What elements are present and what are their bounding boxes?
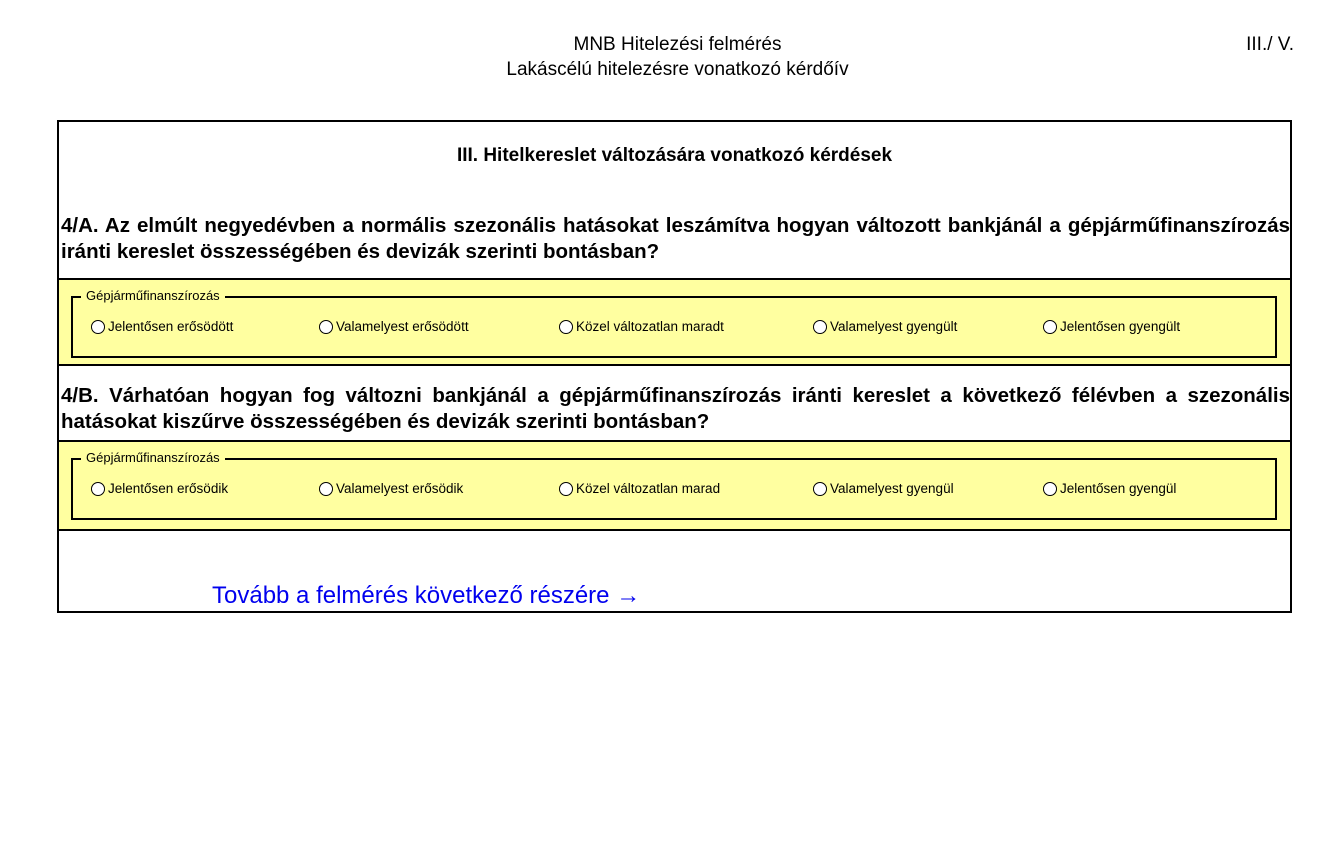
question-4a-group-label: Gépjárműfinanszírozás <box>81 288 225 304</box>
next-section-link[interactable]: Tovább a felmérés következő részére → <box>212 582 641 609</box>
page-indicator: III./ V. <box>1246 34 1294 55</box>
radio-button-icon[interactable] <box>319 320 333 334</box>
question-4a-answer-band <box>59 278 1290 366</box>
radio-option-label: Közel változatlan maradt <box>576 319 724 334</box>
survey-title: MNB Hitelezési felmérés <box>573 34 782 55</box>
radio-button-icon[interactable] <box>813 482 827 496</box>
radio-button-icon[interactable] <box>813 320 827 334</box>
radio-option-4b-5[interactable] <box>1043 480 1176 498</box>
radio-option-label: Jelentősen erősödött <box>108 319 234 334</box>
radio-button-icon[interactable] <box>559 482 573 496</box>
radio-option-4b-3[interactable] <box>559 480 720 498</box>
radio-button-icon[interactable] <box>1043 320 1057 334</box>
question-4a-text: 4/A. Az elmúlt negyedévben a normális szezonális hatásokat leszámítva hogyan változott bankjánál a gépjárműfinanszírozás iránti kereslet összességében és devizák szerinti bontásban? <box>61 214 1290 263</box>
question-4b-group-label: Gépjárműfinanszírozás <box>81 450 225 466</box>
radio-option-4b-2[interactable] <box>319 480 463 498</box>
survey-subtitle: Lakáscélú hitelezésre vonatkozó kérdőív <box>506 59 849 80</box>
radio-button-icon[interactable] <box>559 320 573 334</box>
questionnaire-panel <box>57 120 1292 613</box>
radio-option-4a-1[interactable] <box>91 318 233 336</box>
radio-button-icon[interactable] <box>91 482 105 496</box>
radio-option-4a-3[interactable] <box>559 318 724 336</box>
radio-option-4a-2[interactable] <box>319 318 469 336</box>
question-4b-fieldset <box>71 450 1277 520</box>
radio-option-4a-4[interactable] <box>813 318 957 336</box>
radio-option-label: Valamelyest erősödik <box>336 481 464 496</box>
radio-option-label: Valamelyest erősödött <box>336 319 469 334</box>
question-4a-fieldset <box>71 288 1277 358</box>
radio-option-4a-5[interactable] <box>1043 318 1180 336</box>
section-title: III. Hitelkereslet változására vonatkozó kérdések <box>456 145 893 166</box>
radio-option-4b-4[interactable] <box>813 480 954 498</box>
radio-button-icon[interactable] <box>1043 482 1057 496</box>
radio-option-label: Közel változatlan marad <box>576 481 721 496</box>
question-4b-text: 4/B. Várhatóan hogyan fog változni bankjánál a gépjárműfinanszírozás iránti kereslet a következő félévben a szezonális hatásokat kiszűrve összességében és devizák szerinti bontásban? <box>61 384 1290 433</box>
radio-option-label: Valamelyest gyengült <box>830 319 958 334</box>
radio-option-4b-1[interactable] <box>91 480 228 498</box>
radio-button-icon[interactable] <box>319 482 333 496</box>
question-4b-answer-band <box>59 440 1290 531</box>
radio-option-label: Valamelyest gyengül <box>830 481 954 496</box>
radio-option-label: Jelentősen erősödik <box>108 481 229 496</box>
radio-option-label: Jelentősen gyengült <box>1060 319 1181 334</box>
radio-button-icon[interactable] <box>91 320 105 334</box>
radio-option-label: Jelentősen gyengül <box>1060 481 1177 496</box>
